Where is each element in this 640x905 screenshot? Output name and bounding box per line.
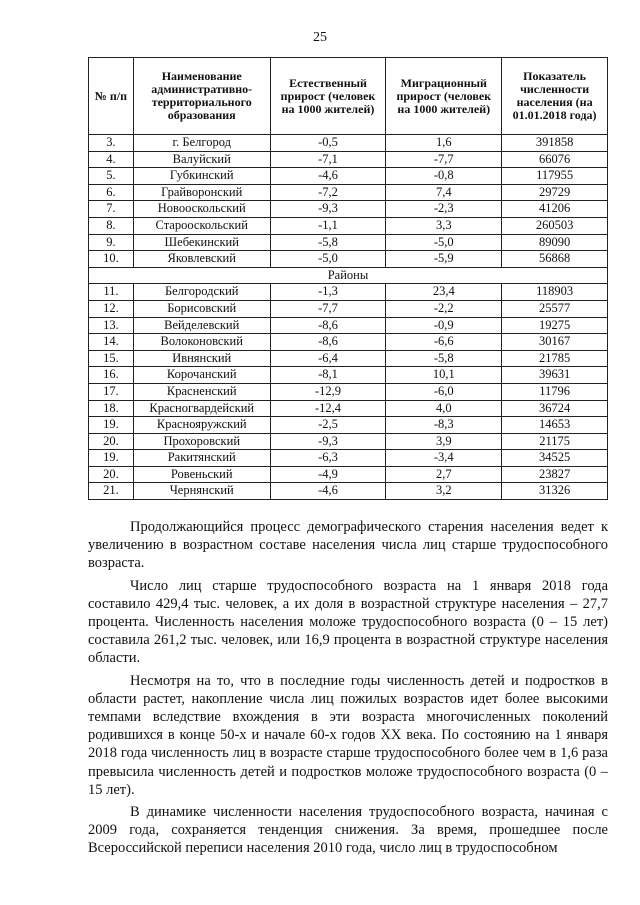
table-row (89, 367, 608, 384)
cell-name: Прохоровский (133, 433, 270, 450)
cell-number: 16. (89, 367, 134, 384)
cell-natural-growth: -12,9 (270, 383, 386, 400)
cell-number: 15. (89, 350, 134, 367)
table-row (89, 400, 608, 417)
paragraph: Несмотря на то, что в последние годы численность детей и подростков в области растет, накопление числа лиц пожилых возрастов идет более высокими темпами вследствие вхождения в эти возраста многочисленных поколений родившихся в конце 50-х и начале 60-х годов XX века. По состоянию на 1 января 2018 года численность лиц в возрасте старше трудоспособного более чем в 1,6 раза превысила численность детей и подростков моложе трудоспособного возраста (0 – 15 лет). (88, 672, 608, 798)
table-row (89, 168, 608, 185)
cell-population: 23827 (502, 466, 608, 483)
cell-name: Новооскольский (133, 201, 270, 218)
header-migration-growth: Миграционный прирост (человек на 1000 жителей) (386, 58, 502, 135)
cell-migration-growth: 1,6 (386, 135, 502, 152)
header-natural-growth: Естественный прирост (человек на 1000 жителей) (270, 58, 386, 135)
cell-natural-growth: -7,2 (270, 184, 386, 201)
table-row (89, 300, 608, 317)
table-row (89, 251, 608, 268)
population-table (88, 57, 608, 500)
cell-migration-growth: 7,4 (386, 184, 502, 201)
cell-name: Губкинский (133, 168, 270, 185)
cell-population: 56868 (502, 251, 608, 268)
cell-name: Яковлевский (133, 251, 270, 268)
table-row (89, 466, 608, 483)
cell-name: Красногвардейский (133, 400, 270, 417)
cell-natural-growth: -8,6 (270, 334, 386, 351)
cell-name: Краснояружский (133, 417, 270, 434)
cell-migration-growth: 4,0 (386, 400, 502, 417)
cell-population: 29729 (502, 184, 608, 201)
cell-population: 21175 (502, 433, 608, 450)
cell-name: Ракитянский (133, 450, 270, 467)
cell-number: 17. (89, 383, 134, 400)
cell-migration-growth: -8,3 (386, 417, 502, 434)
paragraph: В динамике численности населения трудоспособного возраста, начиная с 2009 года, сохраняется тенденция снижения. За время, прошедшее после Всероссийской переписи населения 2010 года, число лиц в трудоспособном (88, 804, 608, 857)
cell-name: г. Белгород (133, 135, 270, 152)
cell-natural-growth: -1,3 (270, 284, 386, 301)
header-number: № п/п (89, 58, 134, 135)
cell-number: 14. (89, 334, 134, 351)
body-text (88, 518, 608, 862)
cell-migration-growth: 2,7 (386, 466, 502, 483)
table-row (89, 135, 608, 152)
cell-name: Старооскольский (133, 217, 270, 234)
cell-number: 19. (89, 417, 134, 434)
cell-migration-growth: -0,8 (386, 168, 502, 185)
cell-population: 34525 (502, 450, 608, 467)
cell-population: 391858 (502, 135, 608, 152)
cell-population: 117955 (502, 168, 608, 185)
cell-number: 13. (89, 317, 134, 334)
cell-migration-growth: -5,8 (386, 350, 502, 367)
cell-number: 3. (89, 135, 134, 152)
cell-migration-growth: 3,2 (386, 483, 502, 500)
cell-migration-growth: -6,6 (386, 334, 502, 351)
cell-migration-growth: 10,1 (386, 367, 502, 384)
cell-population: 118903 (502, 284, 608, 301)
table-row (89, 350, 608, 367)
cell-number: 6. (89, 184, 134, 201)
cell-name: Белгородский (133, 284, 270, 301)
cell-migration-growth: 3,9 (386, 433, 502, 450)
cell-name: Корочанский (133, 367, 270, 384)
cell-number: 7. (89, 201, 134, 218)
cell-natural-growth: -4,9 (270, 466, 386, 483)
cell-natural-growth: -8,6 (270, 317, 386, 334)
table-row (89, 234, 608, 251)
table-header-row (89, 58, 608, 135)
cell-migration-growth: -6,0 (386, 383, 502, 400)
cell-number: 11. (89, 284, 134, 301)
table-row (89, 483, 608, 500)
cell-natural-growth: -6,3 (270, 450, 386, 467)
cell-migration-growth: -7,7 (386, 151, 502, 168)
cell-name: Грайворонский (133, 184, 270, 201)
cell-population: 66076 (502, 151, 608, 168)
cell-name: Борисовский (133, 300, 270, 317)
table-row (89, 284, 608, 301)
cell-population: 11796 (502, 383, 608, 400)
cell-natural-growth: -7,1 (270, 151, 386, 168)
cell-population: 41206 (502, 201, 608, 218)
cell-name: Чернянский (133, 483, 270, 500)
cell-number: 5. (89, 168, 134, 185)
cell-population: 36724 (502, 400, 608, 417)
cell-number: 18. (89, 400, 134, 417)
cell-migration-growth: -3,4 (386, 450, 502, 467)
cell-population: 21785 (502, 350, 608, 367)
cell-number: 12. (89, 300, 134, 317)
cell-natural-growth: -4,6 (270, 483, 386, 500)
cell-name: Волоконовский (133, 334, 270, 351)
cell-migration-growth: -5,0 (386, 234, 502, 251)
cell-migration-growth: 3,3 (386, 217, 502, 234)
cell-number: 20. (89, 466, 134, 483)
cell-migration-growth: 23,4 (386, 284, 502, 301)
cell-name: Красненский (133, 383, 270, 400)
cell-migration-growth: -0,9 (386, 317, 502, 334)
cell-number: 21. (89, 483, 134, 500)
table-row (89, 334, 608, 351)
cell-population: 19275 (502, 317, 608, 334)
cell-natural-growth: -9,3 (270, 433, 386, 450)
cell-name: Шебекинский (133, 234, 270, 251)
cell-population: 39631 (502, 367, 608, 384)
cell-population: 31326 (502, 483, 608, 500)
cell-name: Ивнянский (133, 350, 270, 367)
table-row (89, 184, 608, 201)
cell-population: 260503 (502, 217, 608, 234)
page-number: 25 (313, 30, 327, 45)
cell-name: Валуйский (133, 151, 270, 168)
table-row (89, 217, 608, 234)
cell-number: 9. (89, 234, 134, 251)
cell-natural-growth: -7,7 (270, 300, 386, 317)
cell-migration-growth: -2,3 (386, 201, 502, 218)
cell-natural-growth: -4,6 (270, 168, 386, 185)
paragraph: Продолжающийся процесс демографического старения населения ведет к увеличению в возрастном составе населения числа лиц старше трудоспособного возраста. (88, 519, 608, 572)
table-row (89, 383, 608, 400)
section-label: Районы (89, 267, 608, 284)
paragraph: Число лиц старше трудоспособного возраста на 1 января 2018 года составило 429,4 тыс. человек, а их доля в возрастной структуре населения – 27,7 процента. Численность населения моложе трудоспособного возраста (0 – 15 лет) составила 261,2 тыс. человек, или 16,9 процента в возрастной структуре населения области. (88, 577, 608, 667)
cell-natural-growth: -8,1 (270, 367, 386, 384)
cell-name: Ровеньский (133, 466, 270, 483)
cell-natural-growth: -5,0 (270, 251, 386, 268)
cell-natural-growth: -12,4 (270, 400, 386, 417)
cell-natural-growth: -9,3 (270, 201, 386, 218)
cell-migration-growth: -5,9 (386, 251, 502, 268)
table-row (89, 417, 608, 434)
cell-natural-growth: -0,5 (270, 135, 386, 152)
cell-number: 8. (89, 217, 134, 234)
table-row (89, 450, 608, 467)
cell-number: 4. (89, 151, 134, 168)
cell-natural-growth: -1,1 (270, 217, 386, 234)
table-row (89, 151, 608, 168)
header-population: Показатель численности населения (на 01.01.2018 года) (502, 58, 608, 135)
cell-name: Вейделевский (133, 317, 270, 334)
cell-number: 19. (89, 450, 134, 467)
cell-migration-growth: -2,2 (386, 300, 502, 317)
table-row (89, 317, 608, 334)
table-row (89, 433, 608, 450)
header-name: Наименование административно-территориального образования (133, 58, 270, 135)
table-row (89, 201, 608, 218)
cell-population: 30167 (502, 334, 608, 351)
cell-population: 25577 (502, 300, 608, 317)
cell-population: 89090 (502, 234, 608, 251)
cell-natural-growth: -6,4 (270, 350, 386, 367)
cell-population: 14653 (502, 417, 608, 434)
cell-natural-growth: -5,8 (270, 234, 386, 251)
cell-number: 10. (89, 251, 134, 268)
cell-natural-growth: -2,5 (270, 417, 386, 434)
cell-number: 20. (89, 433, 134, 450)
section-row (89, 267, 608, 284)
